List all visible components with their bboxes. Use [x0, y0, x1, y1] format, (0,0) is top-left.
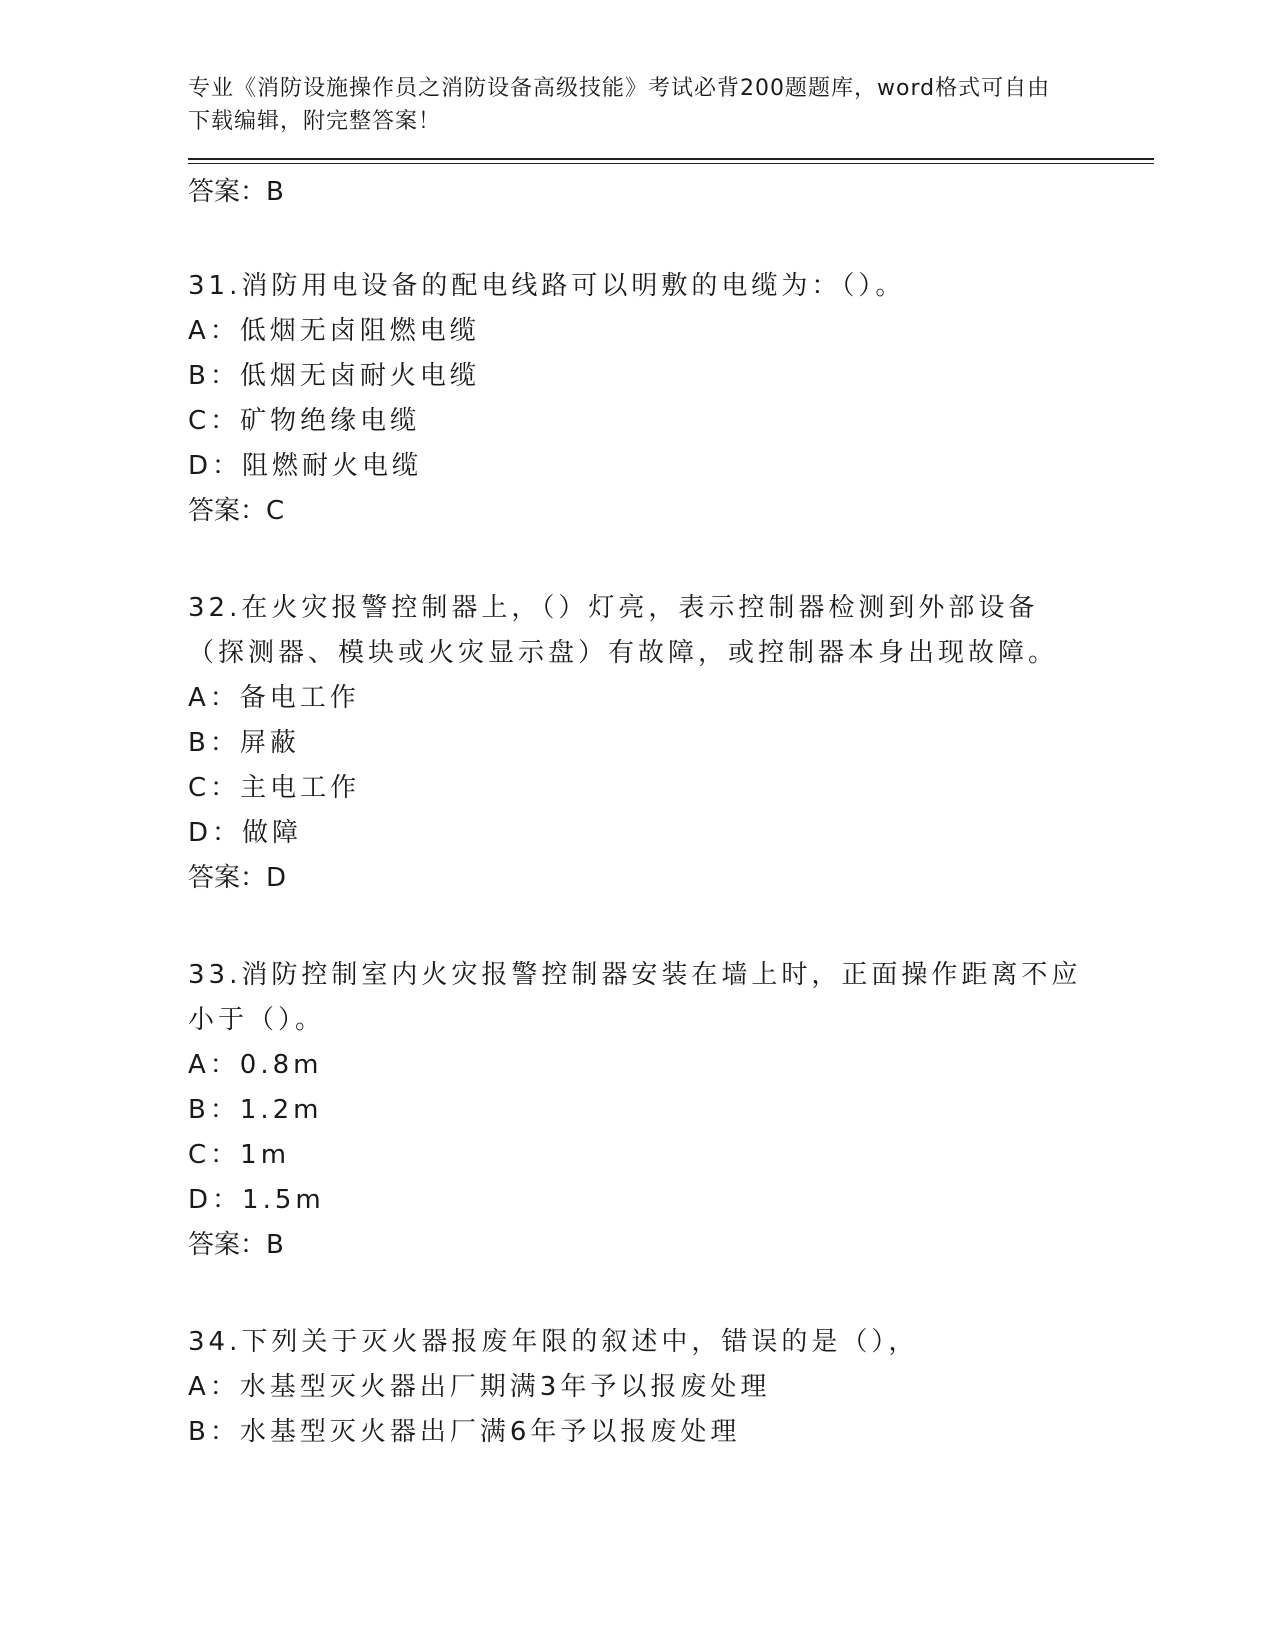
option-a: A：0.8m — [188, 1050, 323, 1080]
question-stem: 31.消防用电设备的配电线路可以明敷的电缆为：（）。 — [188, 271, 906, 301]
document-page — [188, 72, 1148, 1455]
question-stem: 33.消防控制室内火灾报警控制器安装在墙上时，正面操作距离不应小于（）。 — [188, 960, 1082, 1035]
option-b: B：屏蔽 — [188, 728, 300, 758]
document-header: 专业《消防设施操作员之消防设备高级技能》考试必背200题题库，word格式可自由下载编辑，附完整答案！ — [188, 76, 1051, 134]
question-34 — [188, 1320, 1148, 1455]
option-d: D：阻燃耐火电缆 — [188, 451, 423, 481]
option-c: C：1m — [188, 1140, 291, 1170]
option-a: A：低烟无卤阻燃电缆 — [188, 316, 480, 346]
question-answer: 答案：B — [188, 1230, 284, 1260]
question-stem: 32.在火灾报警控制器上，（）灯亮，表示控制器检测到外部设备（探测器、模块或火灾显示盘）有故障，或控制器本身出现故障。 — [188, 593, 1059, 668]
question-answer: 答案：D — [188, 863, 287, 893]
question-33 — [188, 953, 1148, 1268]
option-c: C：主电工作 — [188, 773, 361, 803]
option-c: C：矿物绝缘电缆 — [188, 406, 421, 436]
option-d: D：1.5m — [188, 1185, 325, 1215]
question-31 — [188, 264, 1148, 534]
option-b: B：低烟无卤耐火电缆 — [188, 361, 480, 391]
question-32 — [188, 586, 1148, 901]
option-a: A：水基型灭火器出厂期满3年予以报废处理 — [188, 1372, 771, 1402]
previous-answer: 答案：B — [188, 177, 284, 207]
option-b: B：1.2m — [188, 1095, 323, 1125]
option-a: A：备电工作 — [188, 683, 360, 713]
option-d: D：做障 — [188, 818, 303, 848]
option-b: B：水基型灭火器出厂满6年予以报废处理 — [188, 1417, 741, 1447]
question-stem: 34.下列关于灭火器报废年限的叙述中，错误的是（）， — [188, 1327, 919, 1357]
question-answer: 答案：C — [188, 496, 285, 526]
header-divider — [188, 158, 1154, 164]
